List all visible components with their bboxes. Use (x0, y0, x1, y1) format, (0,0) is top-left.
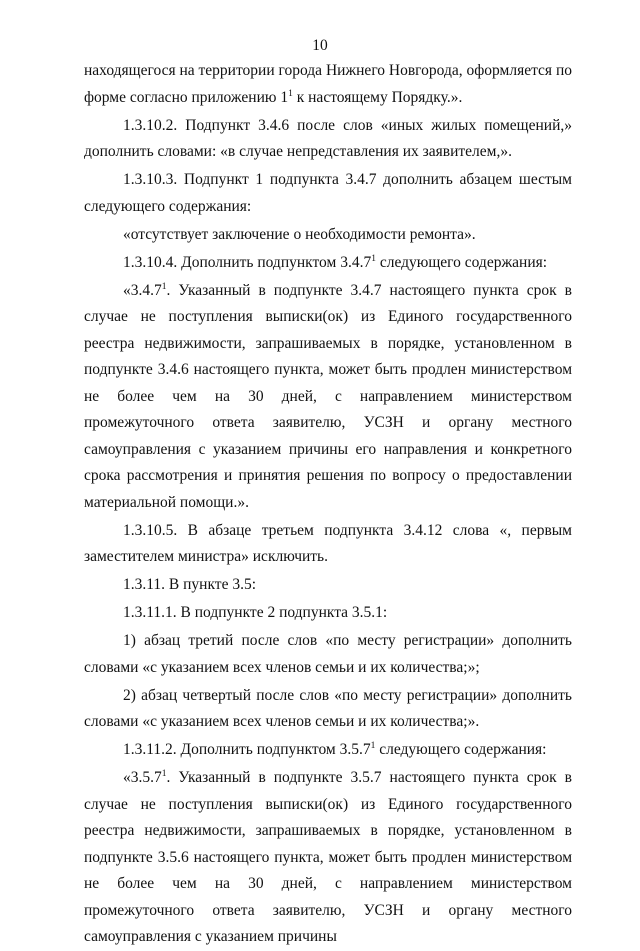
paragraph-3-4-7-1: «3.4.7$^1$. Указанный в подпункте 3.4.7 настоящего пункта срок в случае не поступления выписки(ок) из Единого государственного реестра недвижимости, запрашиваемых в порядке, установленном в подпункте 3.4.6 настоящего пункта, может быть продлен министерством не более чем на 30 дней, с направлением министерством промежуточного ответа заявителю, УСЗН и органу местного самоуправления с указанием причины его направления и конкретного срока рассмотрения и принятия решения по вопросу о предоставлении материальной помощи.». (84, 281, 572, 511)
paragraph-3-5-7-1: «3.5.7$^1$. Указанный в подпункте 3.5.7 настоящего пункта срок в случае не поступления выписки(ок) из Единого государственного реестра недвижимости, запрашиваемых в порядке, установленном в подпункте 3.5.6 настоящего пункта, может быть продлен министерством не более чем на 30 дней, с направлением министерством промежуточного ответа заявителю, УСЗН и органу местного самоуправления с указанием причины (84, 769, 572, 945)
paragraph-1-3-10-4: 1.3.10.4. Дополнить подпунктом 3.4.7$^1$ следующего содержания: (123, 253, 548, 271)
paragraph-item-2: 2) абзац четвертый после слов «по месту регистрации» дополнить словами «с указанием всех членов семьи и их количества;». (84, 686, 572, 730)
paragraph-quote-repair: «отсутствует заключение о необходимости ремонта». (123, 225, 476, 243)
paragraph-1-3-11-2: 1.3.11.2. Дополнить подпунктом 3.5.7$^1$ следующего содержания: (123, 741, 547, 758)
paragraph-1-3-11-1: 1.3.11.1. В подпункте 2 подпункта 3.5.1: (123, 604, 388, 621)
paragraph-1-3-10-2: 1.3.10.2. Подпункт 3.4.6 после слов «иных жилых помещений,» дополнить словами: «в случае непредставления их заявителем,». (84, 116, 572, 160)
paragraph-1-3-10-5: 1.3.10.5. В абзаце третьем подпункта 3.4.12 слова «, первым заместителем министра» исключить. (84, 521, 572, 565)
paragraph-1-3-10-3: 1.3.10.3. Подпункт 1 подпункта 3.4.7 дополнить абзацем шестым следующего содержания: (84, 171, 572, 215)
paragraph-1-3-11: 1.3.11. В пункте 3.5: (123, 576, 257, 593)
page-number: 10 (312, 37, 328, 54)
paragraph-item-1: 1) абзац третий после слов «по месту регистрации» дополнить словами «с указанием всех членов семьи и их количества;»; (84, 632, 572, 676)
paragraph-continuation: находящегося на территории города Нижнего Новгорода, оформляется по форме согласно приложению $1^1$ к настоящему Порядку.». (84, 62, 572, 106)
document-body (84, 58, 572, 951)
